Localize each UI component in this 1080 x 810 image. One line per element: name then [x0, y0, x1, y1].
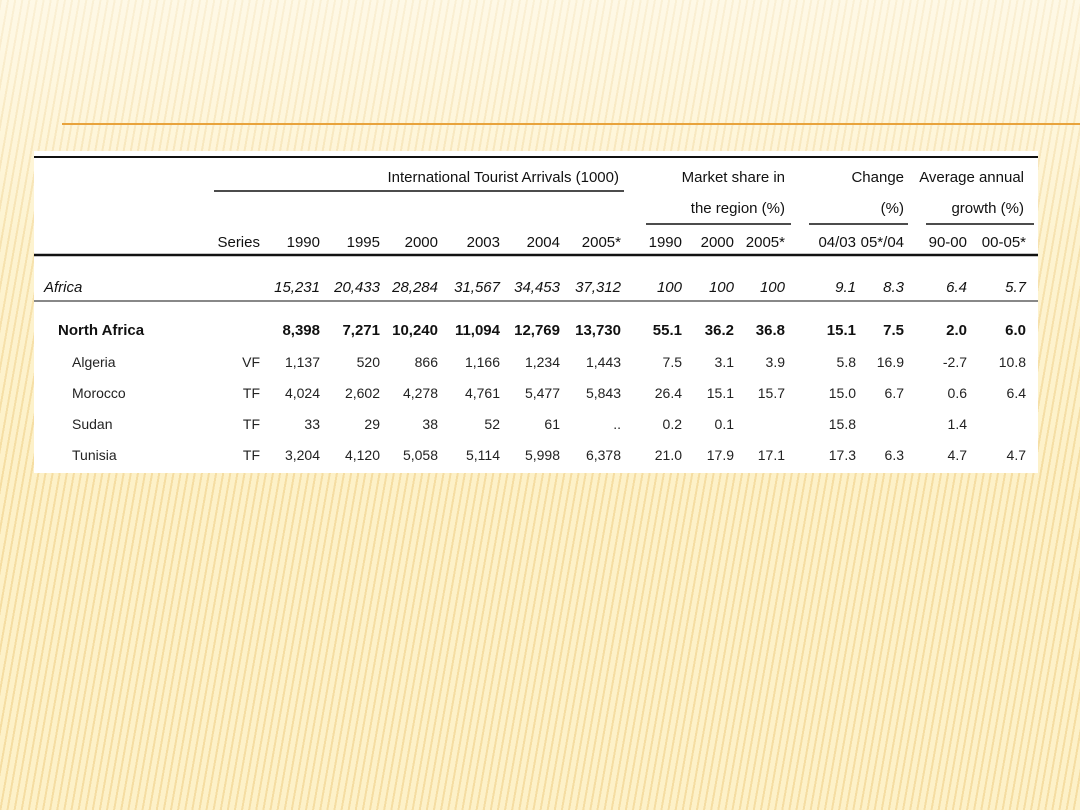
table-cell: 6,378 [585, 447, 621, 463]
table-cell: 20,433 [334, 279, 380, 296]
table-cell: 26.4 [654, 385, 682, 401]
slide-divider-line [62, 123, 1080, 125]
column-header: Series [217, 234, 260, 251]
column-header: 1990 [286, 234, 320, 251]
table-cell: 0.6 [947, 385, 967, 401]
table-cell: 5,114 [466, 447, 500, 463]
table-cell: 5,477 [524, 385, 560, 401]
growth-header-1: Average annual [919, 169, 1024, 186]
change-header-2: (%) [880, 200, 904, 217]
column-header: 2004 [526, 234, 560, 251]
column-header: 00-05* [981, 234, 1026, 251]
series-cell: VF [242, 354, 260, 370]
table-cell: 5,843 [585, 385, 621, 401]
column-header: 2000 [700, 234, 734, 251]
table-cell: 1,166 [464, 354, 500, 370]
table-cell: 15,231 [274, 279, 320, 296]
table-cell: 36.2 [704, 322, 734, 339]
row-label: Tunisia [72, 447, 117, 463]
table-cell: 0.2 [662, 416, 682, 432]
series-cell: TF [242, 447, 260, 463]
table-svg [34, 151, 1038, 473]
table-body [43, 279, 1027, 463]
row-label: Algeria [72, 354, 116, 370]
table-cell: 10,240 [392, 322, 438, 339]
table-cell: 520 [356, 354, 380, 370]
market-share-header-1: Market share in [681, 169, 785, 186]
table-cell: 7.5 [662, 354, 682, 370]
tourism-table [34, 151, 1038, 473]
table-cell: 4,761 [464, 385, 500, 401]
table-cell: 3,204 [284, 447, 320, 463]
table-cell: 1,234 [524, 354, 560, 370]
table-cell: 1,137 [284, 354, 320, 370]
table-cell: 12,769 [514, 322, 560, 339]
column-header: 1990 [648, 234, 682, 251]
table-cell: -2.7 [942, 354, 967, 370]
table-cell: 28,284 [392, 279, 438, 296]
table-cell: 33 [304, 416, 320, 432]
table-cell: 1.4 [947, 416, 967, 432]
table-cell: 5.7 [1005, 279, 1026, 296]
table-cell: 61 [544, 416, 560, 432]
table-cell: 15.8 [828, 416, 856, 432]
column-header: 2005* [745, 234, 785, 251]
table-cell: 6.4 [1006, 385, 1026, 401]
table-cell: 15.1 [706, 385, 734, 401]
table-cell: 16.9 [876, 354, 904, 370]
table-cell: 15.7 [757, 385, 785, 401]
column-header: 05*/04 [860, 234, 904, 251]
table-cell: 15.1 [826, 322, 856, 339]
table-cell: 7.5 [883, 322, 904, 339]
table-cell: 5.8 [836, 354, 856, 370]
table-cell: 36.8 [755, 322, 785, 339]
column-header: 04/03 [818, 234, 856, 251]
column-header: 2005* [581, 234, 621, 251]
table-cell: 38 [422, 416, 438, 432]
table-cell: 6.7 [884, 385, 904, 401]
series-cell: TF [242, 385, 260, 401]
table-cell: 37,312 [575, 279, 621, 296]
table-cell: 2.0 [946, 322, 967, 339]
table-cell: 55.1 [652, 322, 682, 339]
table-cell: 2,602 [344, 385, 380, 401]
column-header: 2003 [466, 234, 500, 251]
table-cell: 17.9 [706, 447, 734, 463]
table-cell: 100 [656, 279, 682, 296]
table-cell: .. [613, 416, 621, 432]
row-label: North Africa [58, 322, 145, 339]
table-cell: 13,730 [575, 322, 621, 339]
table-cell: 0.1 [714, 416, 734, 432]
table-cell: 4.7 [947, 447, 967, 463]
table-cell: 7,271 [342, 322, 380, 339]
row-label: Morocco [72, 385, 126, 401]
table-cell: 21.0 [654, 447, 682, 463]
table-cell: 52 [484, 416, 500, 432]
series-cell: TF [242, 416, 260, 432]
growth-header-2: growth (%) [951, 200, 1024, 217]
table-cell: 17.1 [757, 447, 785, 463]
table-cell: 4,120 [344, 447, 380, 463]
table-cell: 34,453 [514, 279, 560, 296]
table-cell: 29 [364, 416, 380, 432]
table-cell: 100 [708, 279, 734, 296]
column-header: 2000 [404, 234, 438, 251]
table-cell: 866 [414, 354, 438, 370]
table-cell: 1,443 [585, 354, 621, 370]
table-cell: 6.3 [884, 447, 904, 463]
column-header: 90-00 [928, 234, 967, 251]
table-cell: 10.8 [998, 354, 1026, 370]
column-headers [217, 234, 1026, 251]
row-label: Africa [44, 279, 83, 296]
table-cell: 5,058 [402, 447, 438, 463]
change-header-1: Change [851, 169, 904, 186]
table-cell: 31,567 [454, 279, 500, 296]
table-cell: 9.1 [835, 279, 856, 296]
table-cell: 6.0 [1005, 322, 1026, 339]
table-cell: 6.4 [946, 279, 967, 296]
column-header: 1995 [346, 234, 380, 251]
table-cell: 11,094 [454, 322, 500, 339]
table-cell: 4.7 [1006, 447, 1026, 463]
table-cell: 15.0 [828, 385, 856, 401]
arrivals-group-header: International Tourist Arrivals (1000) [387, 169, 619, 186]
table-cell: 5,998 [524, 447, 560, 463]
table-cell: 4,278 [402, 385, 438, 401]
table-cell: 3.9 [765, 354, 785, 370]
table-cell: 17.3 [828, 447, 856, 463]
table-cell: 100 [759, 279, 785, 296]
market-share-header-2: the region (%) [690, 200, 785, 217]
table-cell: 8,398 [282, 322, 320, 339]
table-cell: 8.3 [883, 279, 904, 296]
table-cell: 3.1 [714, 354, 734, 370]
table-cell: 4,024 [284, 385, 320, 401]
row-label: Sudan [72, 416, 113, 432]
